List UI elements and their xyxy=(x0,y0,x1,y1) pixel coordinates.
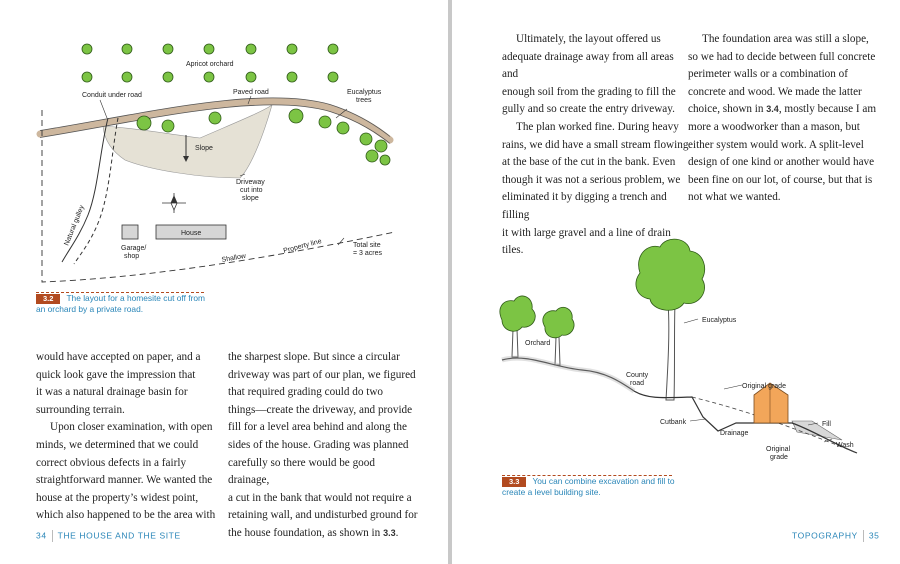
label-conduit: Conduit under road xyxy=(82,92,142,99)
caption-3-3-line1: You can combine excavation and fill to xyxy=(532,476,675,486)
text-line: a cut in the bank that would not require a xyxy=(228,491,412,504)
label-garage-1: Garage/ xyxy=(121,245,147,252)
text-line: adequate drainage away from all areas and xyxy=(502,50,674,81)
label-orchard: Orchard xyxy=(525,340,551,347)
text-line: gully and so create the entry driveway. xyxy=(502,103,675,116)
label-cutbank: Cutbank xyxy=(660,419,687,426)
text-line: retaining wall, and undisturbed ground for xyxy=(228,509,418,522)
label-fill: Fill xyxy=(822,421,831,428)
text-line: straightforward manner. We wanted the xyxy=(36,474,213,487)
label-drainage: Drainage xyxy=(720,430,749,437)
text-line: fill for a level area behind and along the xyxy=(228,421,407,434)
label-wash: Wash xyxy=(836,442,854,449)
right-column-2 xyxy=(688,31,883,207)
figure-3-2-site-plan xyxy=(0,0,448,300)
figure-ref-3-4[interactable]: 3.4 xyxy=(766,104,779,115)
label-driveway-2: cut into xyxy=(240,187,263,194)
text-line: the sharpest slope. But since a circular xyxy=(228,351,400,363)
label-driveway-1: Driveway xyxy=(236,179,265,186)
text-line: house at the property’s widest point, xyxy=(36,491,199,504)
text-line: more a woodworker than a mason, but xyxy=(688,120,860,133)
north-arrow xyxy=(162,193,186,213)
orchard-tree-canopies xyxy=(500,296,574,338)
label-house: House xyxy=(181,230,202,237)
text-line: it with large gravel and a line of drain tiles. xyxy=(502,226,671,257)
text-line: that required grading could do two xyxy=(228,386,384,399)
text-line: though it was not a serious problem, we xyxy=(502,173,681,186)
text-line: Upon closer examination, with open xyxy=(50,421,213,434)
label-garage-2: shop xyxy=(124,253,140,260)
caption-3-2 xyxy=(36,293,236,315)
text-line: minds, we determined that we could xyxy=(36,438,199,451)
label-property-line: Property line xyxy=(282,237,323,255)
label-eucalyptus-trees-1: Eucalyptus xyxy=(347,89,382,96)
label-eucalyptus-trees-2: trees xyxy=(356,97,372,104)
left-column-1 xyxy=(36,349,216,525)
text-line: rains, we did have a small stream flowing xyxy=(502,138,689,151)
text-line: correct obvious defects in a fairly xyxy=(36,456,187,469)
figure-ref-3-3[interactable]: 3.3 xyxy=(383,527,396,538)
folio-right xyxy=(792,530,879,542)
label-county-road-1: County xyxy=(626,372,649,379)
text-line: concrete and wood. We made the latter xyxy=(688,85,862,98)
text-line: driveway was part of our plan, we figured xyxy=(228,368,416,381)
folio-left xyxy=(36,530,181,542)
left-page xyxy=(0,0,448,564)
label-driveway-3: slope xyxy=(242,195,259,202)
label-apricot-orchard: Apricot orchard xyxy=(186,61,234,68)
label-natural-gulley: Natural gulley xyxy=(63,204,86,247)
label-original-grade-low-2: grade xyxy=(770,454,788,461)
text-line: been fine on our lot, of course, but that is xyxy=(688,173,873,186)
label-total-site-2: = 3 acres xyxy=(353,250,382,257)
label-original-grade-top: Original grade xyxy=(742,383,786,390)
text-line: sides of the house. Grading was planned xyxy=(228,438,409,451)
text-fragment: the house foundation, as shown in xyxy=(228,526,384,539)
right-page xyxy=(452,0,900,564)
label-shallow: Shallow xyxy=(221,252,247,264)
label-original-grade-low-1: Original xyxy=(766,446,791,453)
folio-divider xyxy=(863,530,864,542)
text-line: perimeter walls or a combination of xyxy=(688,68,848,81)
text-line: surrounding terrain. xyxy=(36,403,125,416)
caption-3-3 xyxy=(502,476,702,498)
text-line: not what we wanted. xyxy=(688,191,781,204)
text-line: The plan worked fine. During heavy xyxy=(516,120,679,133)
garage-outline xyxy=(122,225,138,239)
text-line: it was a natural drainage basin for xyxy=(36,386,188,399)
text-fragment: . xyxy=(395,526,399,539)
label-paved-road: Paved road xyxy=(233,89,269,96)
page-number-left: 34 xyxy=(36,530,47,541)
folio-divider xyxy=(52,530,53,542)
text-line: Ultimately, the layout offered us xyxy=(516,33,661,45)
text-fragment: choice, shown in xyxy=(688,103,767,116)
text-line: quick look gave the impression that xyxy=(36,368,196,381)
left-column-2 xyxy=(228,349,418,543)
eucalyptus-canopy[interactable] xyxy=(636,239,705,310)
label-slope: Slope xyxy=(195,145,213,152)
running-head-right: TOPOGRAPHY xyxy=(792,530,858,541)
text-line: would have accepted on paper, and a xyxy=(36,351,201,363)
text-fragment: , mostly because I am xyxy=(778,103,877,116)
text-line: design of one kind or another would have xyxy=(688,156,875,169)
text-line: carefully so there would be good drainage, xyxy=(228,456,375,487)
text-line-with-ref xyxy=(228,525,418,543)
label-total-site-1: Total site xyxy=(353,242,381,249)
caption-3-2-line2: an orchard by a private road. xyxy=(36,304,144,314)
caption-3-2-line1: The layout for a homesite cut off from xyxy=(66,293,206,303)
text-line: enough soil from the grading to fill the xyxy=(502,85,676,98)
text-line: either system would work. A split-level xyxy=(688,138,864,151)
text-line: which also happened to be the area with xyxy=(36,509,216,522)
caption-3-3-line2: create a level building site. xyxy=(502,487,601,497)
tree-trunks xyxy=(512,303,675,400)
text-line-with-ref xyxy=(688,101,883,119)
page-number-right: 35 xyxy=(868,530,880,541)
label-county-road-2: road xyxy=(630,380,645,387)
ground-profile xyxy=(502,358,857,453)
running-head-left: THE HOUSE AND THE SITE xyxy=(57,530,181,541)
caption-3-3-number: 3.3 xyxy=(502,477,526,487)
text-line: The foundation area was still a slope, xyxy=(702,33,869,45)
text-line: at the base of the cut in the bank. Even xyxy=(502,156,676,169)
text-line: eliminated it by digging a trench and filling xyxy=(502,191,667,221)
label-eucalyptus: Eucalyptus xyxy=(702,317,737,324)
caption-3-2-number: 3.2 xyxy=(36,294,60,304)
text-line: things—create the driveway, and provide xyxy=(228,403,413,416)
figure-3-3-cross-section xyxy=(452,225,900,475)
text-line: so we had to decide between full concrete xyxy=(688,50,876,63)
